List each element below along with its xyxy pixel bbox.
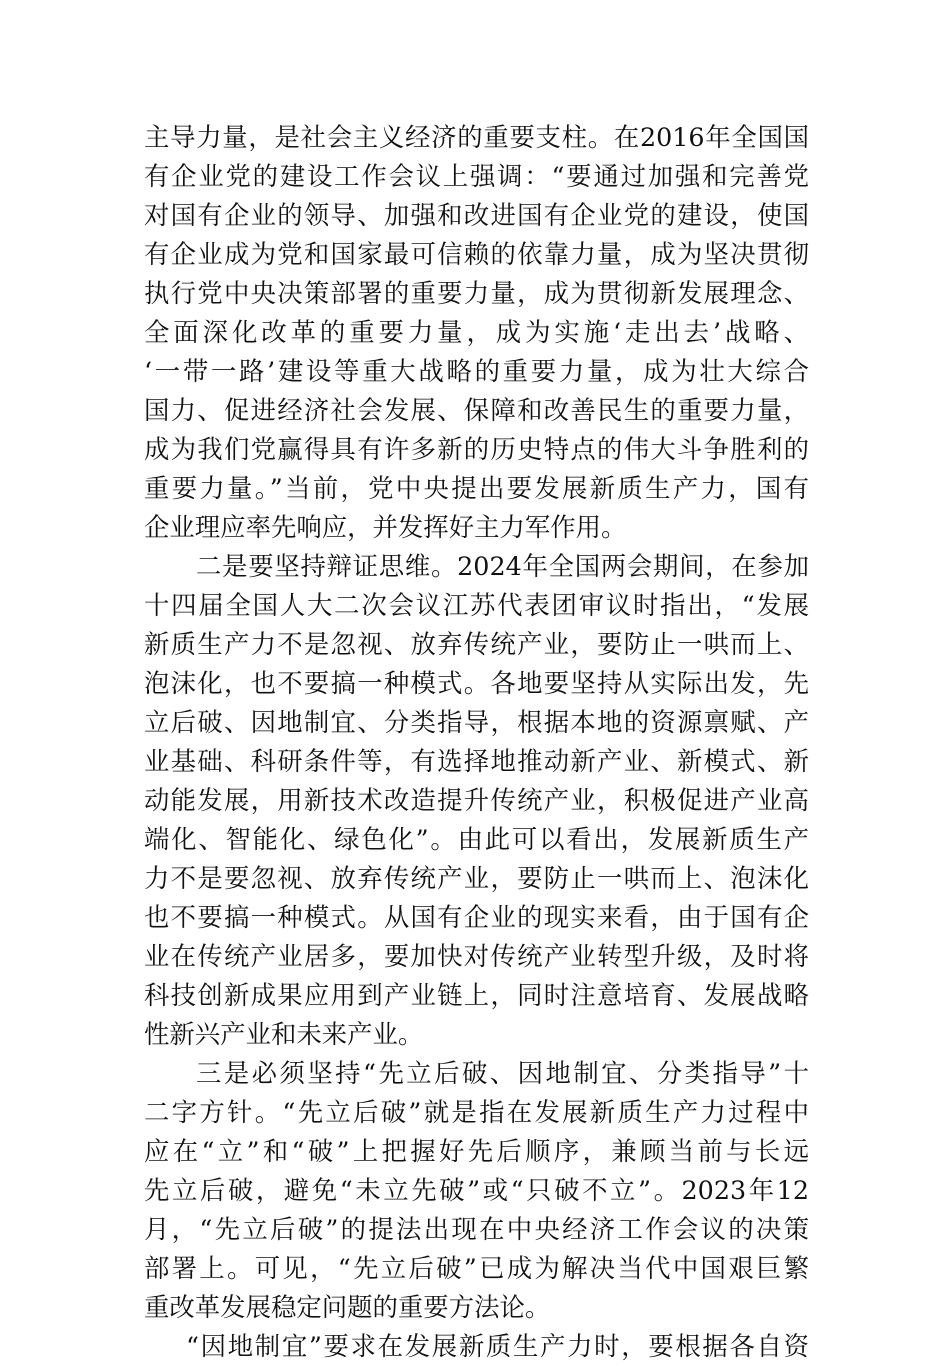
text-line: 业在传统产业居多，要加快对传统产业转型升级，及时将 [144, 941, 809, 971]
text-line: 成为我们党赢得具有许多新的历史特点的伟大斗争胜利的 [144, 434, 809, 464]
text-line: 力不是要忽视、放弃传统产业，要防止一哄而上、泡沫化 [144, 863, 809, 893]
text-line: 企业理应率先响应，并发挥好主力军作用。 [144, 512, 627, 542]
text-line: 二是要坚持辩证思维。2024年全国两会期间，在参加 [196, 551, 809, 581]
text-line: 业基础、科研条件等，有选择地推动新产业、新模式、新 [144, 746, 809, 776]
document-body [144, 118, 809, 1366]
paragraph-2 [144, 547, 809, 1054]
text-line: 执行党中央决策部署的重要力量，成为贯彻新发展理念、 [144, 278, 809, 308]
text-line: 有企业党的建设工作会议上强调：“要通过加强和完善党 [144, 161, 809, 191]
paragraph-4 [144, 1327, 809, 1366]
text-line: 主导力量，是社会主义经济的重要支柱。在2016年全国国 [144, 122, 809, 152]
text-line: 对国有企业的领导、加强和改进国有企业党的建设，使国 [144, 200, 809, 230]
text-line: 应在“立”和“破”上把握好先后顺序，兼顾当前与长远 [144, 1136, 809, 1166]
text-line: 泡沫化，也不要搞一种模式。各地要坚持从实际出发，先 [144, 668, 809, 698]
text-line: 立后破、因地制宜、分类指导，根据本地的资源禀赋、产 [144, 707, 809, 737]
text-line: 先立后破，避免“未立先破”或“只破不立”。2023年12 [144, 1175, 809, 1205]
paragraph-1 [144, 118, 809, 547]
text-line: 全面深化改革的重要力量，成为实施‘走出去’战略、 [144, 317, 809, 347]
text-line: 国力、促进经济社会发展、保障和改善民生的重要力量， [144, 395, 809, 425]
paragraph-3 [144, 1054, 809, 1327]
text-line: 动能发展，用新技术改造提升传统产业，积极促进产业高 [144, 785, 809, 815]
text-line: 也不要搞一种模式。从国有企业的现实来看，由于国有企 [144, 902, 809, 932]
text-line: 有企业成为党和国家最可信赖的依靠力量，成为坚决贯彻 [144, 239, 809, 269]
text-line: 月，“先立后破”的提法出现在中央经济工作会议的决策 [144, 1214, 809, 1244]
text-line: 重要力量。”当前，党中央提出要发展新质生产力，国有 [144, 473, 809, 503]
text-line: 性新兴产业和未来产业。 [144, 1019, 424, 1049]
text-line: 端化、智能化、绿色化”。由此可以看出，发展新质生产 [144, 824, 809, 854]
text-line: 三是必须坚持“先立后破、因地制宜、分类指导”十 [196, 1058, 809, 1088]
text-line: 新质生产力不是忽视、放弃传统产业，要防止一哄而上、 [144, 629, 809, 659]
text-line: 二字方针。“先立后破”就是指在发展新质生产力过程中 [144, 1097, 809, 1127]
text-line: 十四届全国人大二次会议江苏代表团审议时指出，“发展 [144, 590, 809, 620]
text-line: “因地制宜”要求在发展新质生产力时，要根据各自资 [186, 1331, 809, 1361]
text-line: 重改革发展稳定问题的重要方法论。 [144, 1292, 551, 1322]
text-line: 科技创新成果应用到产业链上，同时注意培育、发展战略 [144, 980, 809, 1010]
text-line: ‘一带一路’建设等重大战略的重要力量，成为壮大综合 [144, 356, 809, 386]
text-line: 部署上。可见，“先立后破”已成为解决当代中国艰巨繁 [144, 1253, 809, 1283]
